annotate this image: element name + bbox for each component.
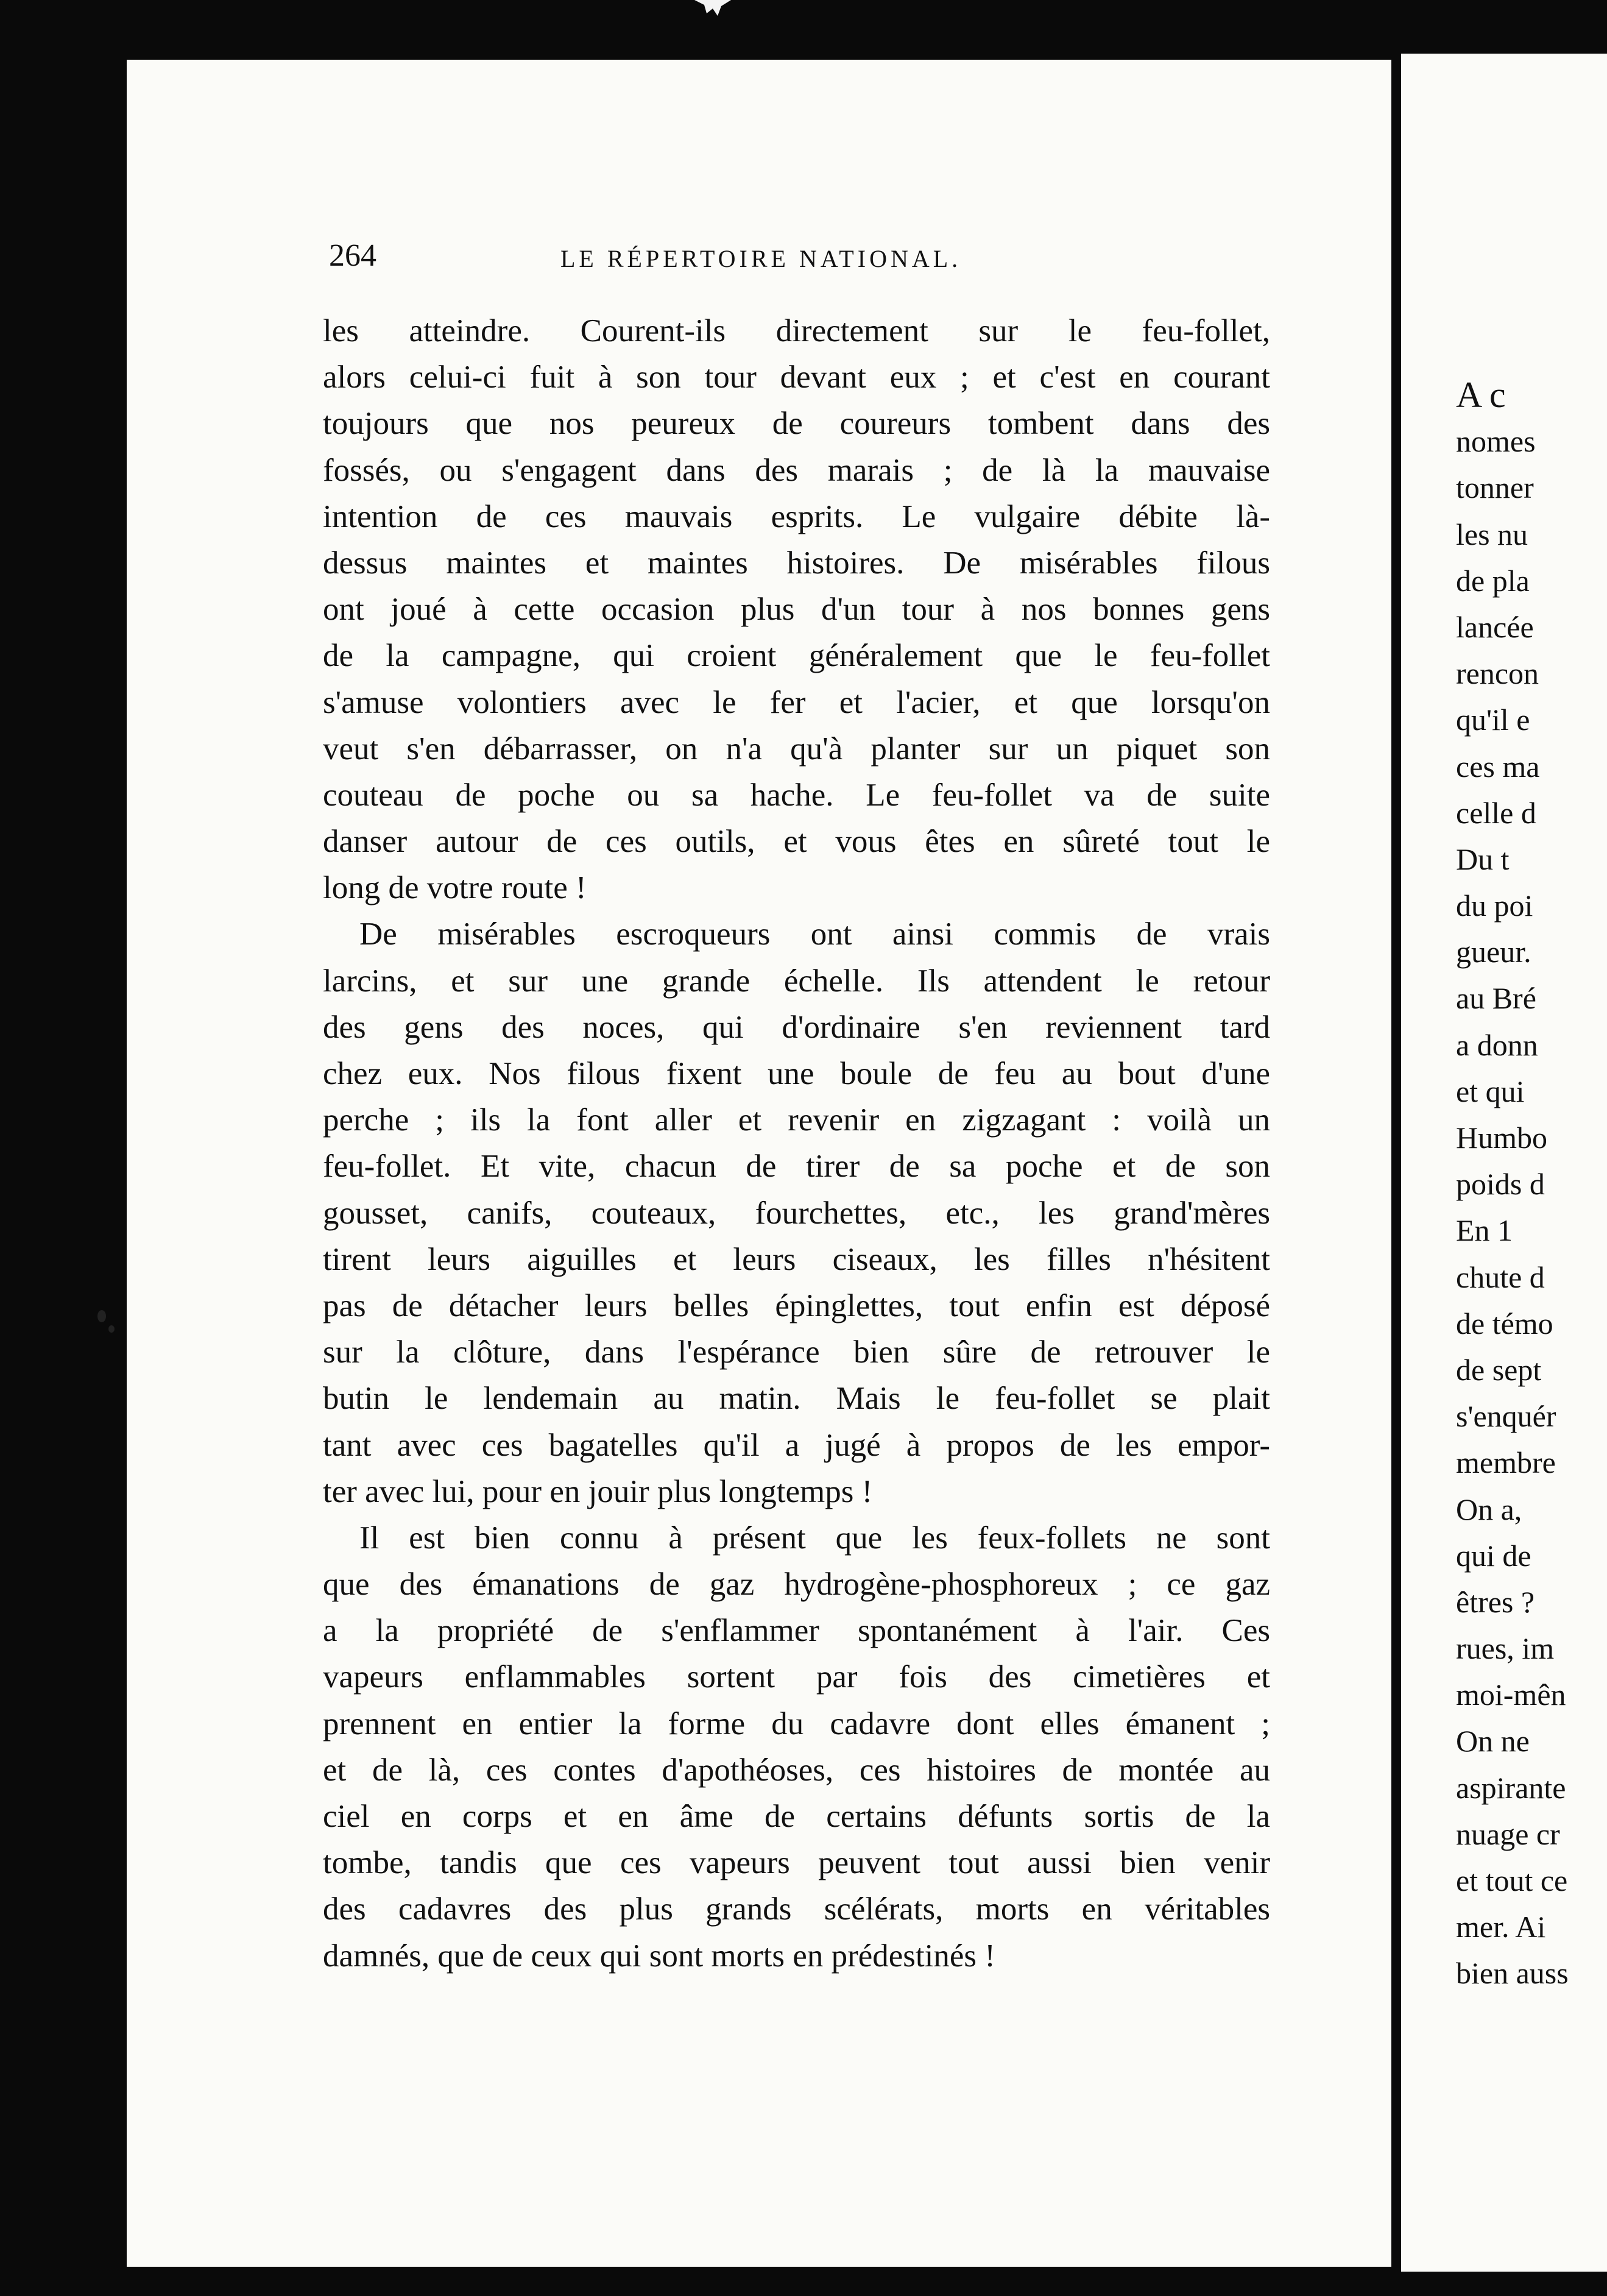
- right-text-line: On a,: [1456, 1492, 1522, 1526]
- right-text-line: En 1: [1456, 1213, 1513, 1248]
- text-line: prennent en entier la forme du cadavre dont elles émanent ;: [323, 1706, 1270, 1741]
- text-line: veut s'en débarrasser, on n'a qu'à planter sur un piquet son: [323, 731, 1270, 767]
- right-text-line: nuage cr: [1456, 1816, 1560, 1851]
- text-line: De misérables escroqueurs ont ainsi commis de vrais: [359, 916, 1270, 952]
- text-line: butin le lendemain au matin. Mais le feu-follet se plait: [323, 1381, 1270, 1417]
- text-line: tombe, tandis que ces vapeurs peuvent tout aussi bien venir: [323, 1845, 1270, 1881]
- text-line: toujours que nos peureux de coureurs tombent dans des: [323, 406, 1270, 442]
- text-line: que des émanations de gaz hydrogène-phosphoreux ; ce gaz: [323, 1567, 1270, 1603]
- right-text-line: celle d: [1456, 795, 1536, 830]
- text-line: ter avec lui, pour en jouir plus longtemps !: [323, 1473, 873, 1509]
- page-header: [329, 235, 1273, 277]
- text-line: vapeurs enflammables sortent par fois des cimetières et: [323, 1659, 1270, 1695]
- right-text-line: qu'il e: [1456, 703, 1530, 737]
- text-line: ciel en corps et en âme de certains défunts sortis de la: [323, 1799, 1270, 1834]
- text-line: damnés, que de ceux qui sont morts en prédestinés !: [323, 1938, 995, 1974]
- text-line: fossés, ou s'engagent dans des marais ; de là la mauvaise: [323, 452, 1270, 488]
- right-text-line: et tout ce: [1456, 1863, 1568, 1897]
- text-line: et de là, ces contes d'apothéoses, ces histoires de montée au: [323, 1752, 1270, 1788]
- right-text-line: moi-mên: [1456, 1678, 1566, 1712]
- text-line: larcins, et sur une grande échelle. Ils attendent le retour: [323, 963, 1270, 999]
- right-text-line: ces ma: [1456, 749, 1540, 784]
- text-line: a la propriété de s'enflammer spontanément à l'air. Ces: [323, 1613, 1270, 1649]
- right-text-line: lancée: [1456, 609, 1534, 644]
- right-text-line: a donn: [1456, 1027, 1538, 1062]
- right-text-line: rencon: [1456, 656, 1539, 691]
- scan-speck: [97, 1310, 106, 1322]
- right-text-line: de pla: [1456, 563, 1530, 598]
- text-line: de la campagne, qui croient généralement que le feu-follet: [323, 638, 1270, 674]
- text-line: tant avec ces bagatelles qu'il a jugé à propos de les empor-: [323, 1427, 1270, 1463]
- text-line: Il est bien connu à présent que les feux-follets ne sont: [359, 1520, 1270, 1556]
- right-text-line: et qui: [1456, 1074, 1525, 1108]
- right-text-line: bien auss: [1456, 1956, 1569, 1991]
- text-line: des gens des noces, qui d'ordinaire s'en reviennent tard: [323, 1009, 1270, 1045]
- text-line: gousset, canifs, couteaux, fourchettes, etc., les grand'mères: [323, 1195, 1270, 1231]
- right-text-line: Du t: [1456, 842, 1510, 876]
- body-text: [323, 308, 1270, 1979]
- right-page-text: [1456, 372, 1607, 2029]
- right-text-line: Humbo: [1456, 1121, 1547, 1155]
- right-text-line: chute d: [1456, 1260, 1545, 1294]
- text-line: intention de ces mauvais esprits. Le vulgaire débite là-: [323, 498, 1270, 534]
- scan-mark: [694, 0, 731, 17]
- right-text-line: êtres ?: [1456, 1584, 1535, 1619]
- right-text-line: de sept: [1456, 1352, 1542, 1387]
- text-line: des cadavres des plus grands scélérats, morts en véritables: [323, 1891, 1270, 1927]
- right-text-line: de témo: [1456, 1306, 1553, 1341]
- scan-speck: [108, 1325, 115, 1333]
- right-text-line: du poi: [1456, 888, 1533, 923]
- right-text-line: rues, im: [1456, 1631, 1555, 1666]
- right-text-line: A c: [1456, 375, 1506, 415]
- text-line: feu-follet. Et vite, chacun de tirer de sa poche et de son: [323, 1149, 1270, 1185]
- text-line: danser autour de ces outils, et vous êtes en sûreté tout le: [323, 824, 1270, 860]
- running-title: LE RÉPERTOIRE NATIONAL.: [560, 245, 962, 272]
- right-text-line: gueur.: [1456, 935, 1531, 969]
- text-line: dessus maintes et maintes histoires. De misérables filous: [323, 545, 1270, 581]
- text-line: perche ; ils la font aller et revenir en zigzagant : voilà un: [323, 1102, 1270, 1138]
- text-line: pas de détacher leurs belles épinglettes, tout enfin est déposé: [323, 1288, 1270, 1323]
- text-line: couteau de poche ou sa hache. Le feu-follet va de suite: [323, 777, 1270, 813]
- right-text-line: tonner: [1456, 470, 1534, 505]
- right-text-line: au Bré: [1456, 981, 1536, 1016]
- right-text-line: s'enquér: [1456, 1399, 1556, 1434]
- right-text-line: On ne: [1456, 1724, 1530, 1759]
- right-text-line: membre: [1456, 1445, 1556, 1480]
- text-line: tirent leurs aiguilles et leurs ciseaux, les filles n'hésitent: [323, 1241, 1270, 1277]
- right-text-line: nomes: [1456, 424, 1536, 459]
- right-text-line: les nu: [1456, 517, 1528, 551]
- text-line: alors celui-ci fuit à son tour devant eux ; et c'est en courant: [323, 360, 1270, 395]
- right-text-line: mer. Ai: [1456, 1910, 1546, 1944]
- text-line: ont joué à cette occasion plus d'un tour à nos bonnes gens: [323, 592, 1270, 628]
- text-line: chez eux. Nos filous fixent une boule de feu au bout d'une: [323, 1056, 1270, 1091]
- right-text-line: aspirante: [1456, 1770, 1566, 1805]
- text-line: s'amuse volontiers avec le fer et l'acier, et que lorsqu'on: [323, 684, 1270, 720]
- right-text-line: poids d: [1456, 1167, 1545, 1202]
- text-line: sur la clôture, dans l'espérance bien sûre de retrouver le: [323, 1334, 1270, 1370]
- text-line: long de votre route !: [323, 870, 587, 906]
- page-number: 264: [329, 238, 376, 273]
- right-text-line: qui de: [1456, 1538, 1531, 1573]
- scan-mark-icon: [694, 0, 731, 17]
- text-line: les atteindre. Courent-ils directement sur le feu-follet,: [323, 313, 1270, 349]
